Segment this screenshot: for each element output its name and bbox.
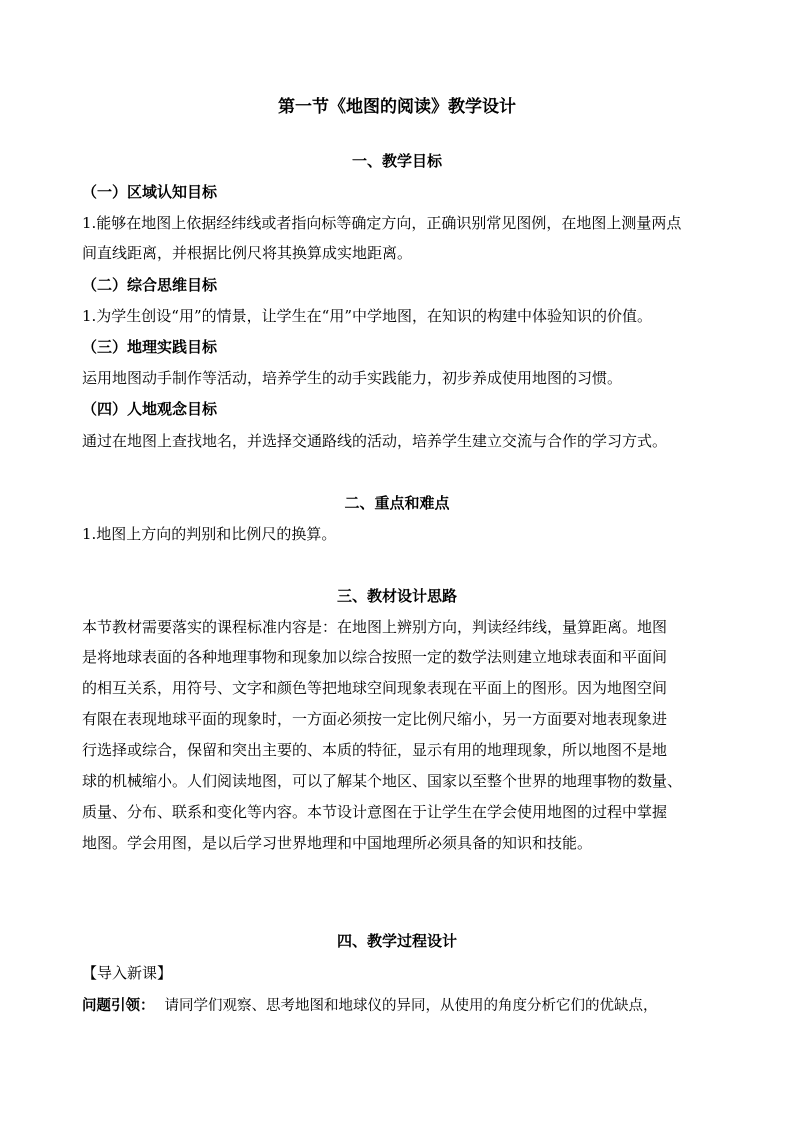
section-heading-key-points: 二、重点和难点 [344, 494, 450, 512]
paragraph-line: 本节教材需要落实的课程标准内容是：在地图上辨别方向，判读经纬线，量算距离。地图 [82, 618, 668, 636]
paragraph-line: 间直线距离，并根据比例尺将其换算成实地距离。 [82, 244, 413, 262]
section-heading-goals: 一、教学目标 [351, 152, 442, 170]
paragraph-line: 通过在地图上查找地名，并选择交通路线的活动，培养学生建立交流与合作的学习方式。 [82, 432, 668, 450]
paragraph-line: 1.为学生创设“用”的情景，让学生在“用”中学地图，在知识的构建中体验知识的价值。 [82, 307, 652, 325]
paragraph-line: 1.能够在地图上依据经纬线或者指向标等确定方向，正确识别常见图例，在地图上测量两点 [82, 214, 682, 232]
paragraph-line: 是将地球表面的各种地理事物和现象加以综合按照一定的数学法则建立地球表面和平面间 [82, 648, 668, 666]
subheading-geo-practice: （三）地理实践目标 [82, 338, 218, 356]
paragraph-line: 运用地图动手制作等活动，培养学生的动手实践能力，初步养成使用地图的习惯。 [82, 369, 623, 387]
document-title: 第一节《地图的阅读》教学设计 [278, 97, 516, 117]
question-line [82, 994, 658, 1015]
subheading-regional-cognition: （一）区域认知目标 [82, 183, 218, 201]
paragraph-line: 质量、分布、联系和变化等内容。本节设计意图在于让学生在学会使用地图的过程中掌握 [82, 803, 668, 821]
paragraph-line: 地图。学会用图，是以后学习世界地理和中国地理所必须具备的知识和技能。 [82, 834, 593, 852]
question-text: 请同学们观察、思考地图和地球仪的异同，从使用的角度分析它们的优缺点， [164, 998, 658, 1014]
subheading-intro: 【导入新课】 [82, 964, 173, 982]
paragraph-line: 球的机械缩小。人们阅读地图，可以了解某个地区、国家以至整个世界的地理事物的数量、 [82, 772, 683, 790]
paragraph-line: 1.地图上方向的判别和比例尺的换算。 [82, 525, 337, 543]
paragraph-line: 行选择或综合，保留和突出主要的、本质的特征，显示有用的地理现象，所以地图不是地 [82, 741, 668, 759]
paragraph-line: 的相互关系，用符号、文字和颜色等把地球空间现象表现在平面上的图形。因为地图空间 [82, 679, 668, 697]
paragraph-line: 有限在表现地球平面的现象时，一方面必须按一定比例尺缩小，另一方面要对地表现象进 [82, 710, 668, 728]
section-heading-design-ideas: 三、教材设计思路 [336, 587, 457, 605]
section-heading-teaching-process: 四、教学过程设计 [336, 932, 457, 950]
question-label: 问题引领： [82, 997, 155, 1014]
subheading-human-earth: （四）人地观念目标 [82, 400, 218, 418]
subheading-comprehensive-thinking: （二）综合思维目标 [82, 276, 218, 294]
